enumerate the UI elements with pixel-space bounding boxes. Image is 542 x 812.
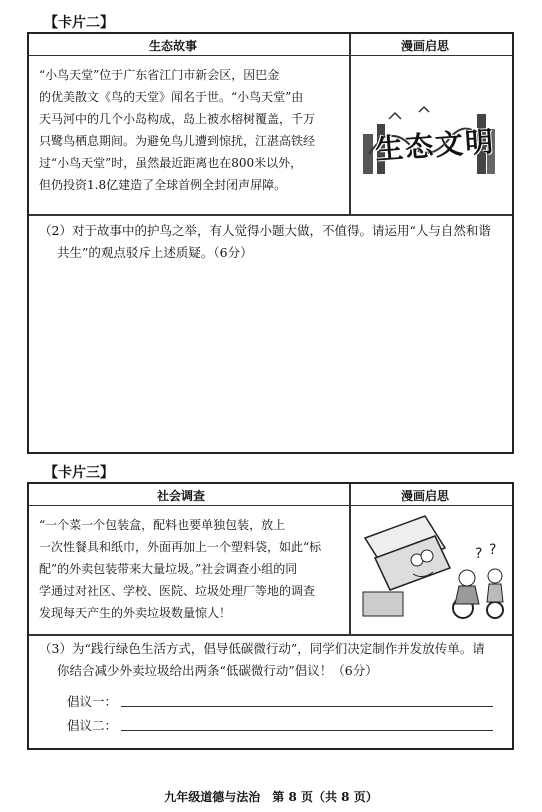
question-line: 你结合减少外卖垃圾给出两条“低碳微行动”倡议！（6分）	[57, 663, 378, 678]
card3-col-survey: 社会调查	[157, 489, 206, 503]
card3-survey	[39, 514, 341, 624]
card2-header-row	[29, 34, 512, 56]
question-line: （2）对于故事中的护鸟之举，有人觉得小题大做，不值得。请运用“人与自然和谐	[39, 223, 491, 238]
svg-text:?: ?	[475, 546, 483, 562]
comic-illustration	[355, 508, 511, 632]
proposal1-answer-line[interactable]	[121, 706, 493, 707]
card3-divider	[349, 484, 351, 634]
question-line: （3）为“践行绿色生活方式，倡导低碳微行动”，同学们决定制作并发放传单。请	[39, 641, 485, 656]
card2-question	[39, 220, 509, 264]
survey-line: “一个菜一个包装盒，配料也要单独包装，放上	[39, 518, 286, 532]
story-line: 只鹭鸟栖息期间。为避免鸟儿遭到惊扰，江湛高铁经	[39, 134, 316, 148]
story-line: 天马河中的几个小岛构成，岛上被水榕树覆盖，千万	[39, 112, 316, 126]
card3-box	[27, 482, 514, 750]
proposal2-answer-line[interactable]	[121, 730, 493, 731]
page-footer: 九年级道德与法治 第 8 页（共 8 页）	[164, 790, 378, 804]
story-line: 的优美散文《鸟的天堂》闻名于世。“小鸟天堂”由	[39, 90, 304, 104]
ecological-civilization-comic	[359, 94, 499, 184]
proposal1-label: 倡议一：	[67, 694, 118, 709]
story-line: 但仍投资1.8亿建造了全球首例全封闭声屏障。	[39, 178, 287, 192]
card3-header-row	[29, 484, 512, 506]
card2-col-story: 生态故事	[149, 39, 198, 53]
card2-box	[27, 32, 514, 454]
story-line: 过“小鸟天堂”时，虽然最近距离也在800米以外，	[39, 156, 303, 170]
takeout-waste-comic	[355, 508, 511, 632]
survey-line: 配”的外卖包装带来大量垃圾。”社会调查小组的同	[39, 562, 298, 576]
card2-title: 【卡片二】	[44, 15, 114, 31]
question-line: 共生”的观点驳斥上述质疑。（6分）	[57, 245, 253, 260]
card3-separator	[29, 634, 512, 636]
card2-story	[39, 64, 341, 196]
proposal2-label: 倡议二：	[67, 718, 118, 733]
survey-line: 一次性餐具和纸巾，外面再加上一个塑料袋，如此“标	[39, 540, 322, 554]
survey-line: 发现每天产生的外卖垃圾数量惊人！	[39, 606, 232, 620]
svg-text:?: ?	[489, 542, 497, 558]
card3-col-comic: 漫画启思	[401, 489, 450, 503]
card3-title: 【卡片三】	[44, 465, 114, 481]
card2-divider	[349, 34, 351, 214]
card3-question	[39, 638, 509, 682]
survey-line: 学通过对社区、学校、医院、垃圾处理厂等地的调查	[39, 584, 316, 598]
card2-separator	[29, 214, 512, 216]
comic-caption: 生态文明	[374, 124, 497, 167]
card2-col-comic: 漫画启思	[401, 39, 450, 53]
story-line: “小鸟天堂”位于广东省江门市新会区，因巴金	[39, 68, 280, 82]
